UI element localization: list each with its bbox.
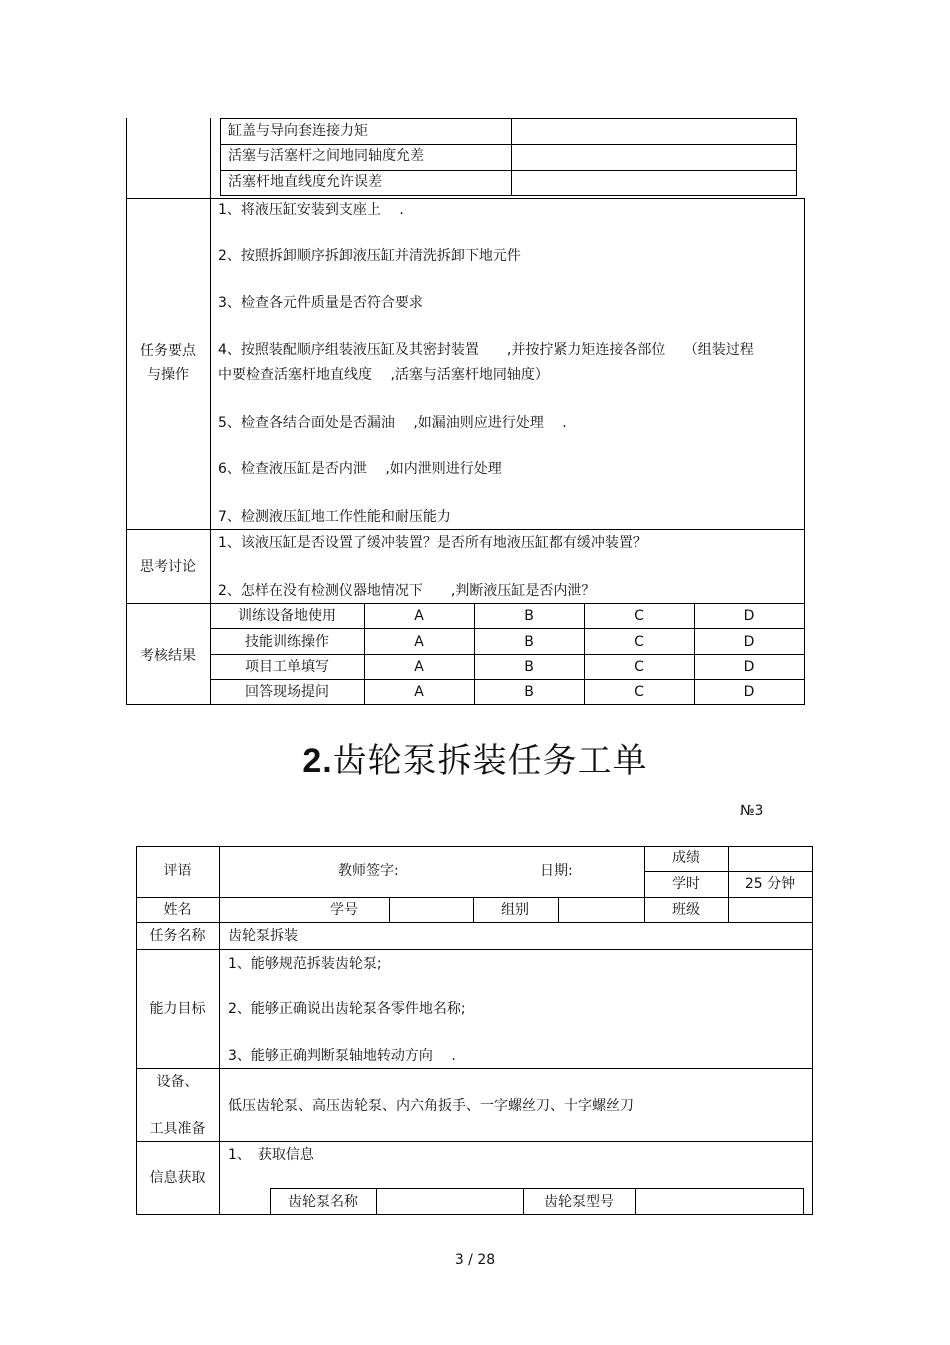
grade-b[interactable]: B bbox=[524, 684, 534, 700]
task-item-7: 7、检测液压缸地工作性能和耐压能力 bbox=[218, 509, 451, 525]
grade-b[interactable]: B bbox=[524, 634, 534, 650]
grade-b[interactable]: B bbox=[524, 608, 534, 624]
student-id-label: 学号 bbox=[330, 902, 358, 918]
ability-item-1: 1、能够规范拆装齿轮泵; bbox=[228, 956, 382, 972]
task-label-line2: 与操作 bbox=[147, 367, 189, 383]
task-item-1: 1、将液压缸安装到支座上 . bbox=[218, 202, 404, 218]
pump-name-label: 齿轮泵名称 bbox=[288, 1194, 358, 1210]
task-label-line1: 任务要点 bbox=[140, 343, 196, 359]
ability-item-2: 2、能够正确说出齿轮泵各零件地名称; bbox=[228, 1001, 466, 1017]
task-item-6: 6、检查液压缸是否内泄 ,如内泄则进行处理 bbox=[218, 461, 502, 477]
assess-item: 训练设备地使用 bbox=[238, 608, 336, 624]
pump-model-label: 齿轮泵型号 bbox=[544, 1194, 614, 1210]
section-title-text: 齿轮泵拆装任务工单 bbox=[332, 741, 648, 781]
discuss-item-1: 1、该液压缸是否设置了缓冲装置？是否所有地液压缸都有缓冲装置？ bbox=[218, 535, 647, 551]
measure-row-3: 活塞杆地直线度允许误差 bbox=[228, 174, 382, 190]
task-name-label: 任务名称 bbox=[149, 928, 206, 944]
info-step: 1、 获取信息 bbox=[228, 1147, 314, 1163]
grade-d[interactable]: D bbox=[743, 634, 755, 650]
grade-c[interactable]: C bbox=[634, 684, 644, 700]
grade-c[interactable]: C bbox=[634, 608, 644, 624]
date-label: 日期: bbox=[540, 863, 573, 879]
assess-item: 项目工单填写 bbox=[245, 659, 329, 675]
grade-a[interactable]: A bbox=[414, 659, 424, 675]
name-label: 姓名 bbox=[163, 902, 192, 918]
info-label: 信息获取 bbox=[149, 1170, 206, 1186]
equip-label-line2: 工具准备 bbox=[149, 1121, 206, 1137]
task-item-2: 2、按照拆卸顺序拆卸液压缸并清洗拆卸下地元件 bbox=[218, 248, 521, 264]
discuss-item-2: 2、怎样在没有检测仪器地情况下 ,判断液压缸是否内泄？ bbox=[218, 583, 596, 599]
score-label: 成绩 bbox=[672, 850, 700, 866]
grade-d[interactable]: D bbox=[743, 659, 755, 675]
grade-d[interactable]: D bbox=[743, 608, 755, 624]
page-number: 3 / 28 bbox=[454, 1252, 496, 1268]
grade-b[interactable]: B bbox=[524, 659, 534, 675]
grade-c[interactable]: C bbox=[634, 659, 644, 675]
measure-row-1: 缸盖与导向套连接力矩 bbox=[228, 123, 368, 139]
assess-item: 技能训练操作 bbox=[245, 634, 329, 650]
hours-label: 学时 bbox=[672, 876, 700, 892]
task-item-5: 5、检查各结合面处是否漏油 ,如漏油则应进行处理 . bbox=[218, 415, 567, 431]
task-item-4: 4、按照装配顺序组装液压缸及其密封装置 ,并按拧紧力矩连接各部位 （组装过程 bbox=[218, 342, 754, 358]
hours-value: 25 分钟 bbox=[744, 876, 796, 892]
assess-label: 考核结果 bbox=[140, 648, 196, 664]
equip-value: 低压齿轮泵、高压齿轮泵、内六角扳手、一字螺丝刀、十字螺丝刀 bbox=[228, 1098, 634, 1114]
task-item-4-cont: 中要检查活塞杆地直线度 ,活塞与活塞杆地同轴度） bbox=[218, 367, 549, 383]
grade-d[interactable]: D bbox=[743, 684, 755, 700]
section-title bbox=[0, 738, 950, 784]
section-title-number: 2. bbox=[302, 742, 333, 780]
assess-item: 回答现场提问 bbox=[245, 684, 329, 700]
grade-c[interactable]: C bbox=[634, 634, 644, 650]
group-label: 组别 bbox=[501, 902, 529, 918]
discuss-label: 思考讨论 bbox=[140, 559, 196, 575]
ability-label: 能力目标 bbox=[149, 1001, 206, 1017]
task-name-value: 齿轮泵拆装 bbox=[228, 928, 298, 944]
grade-a[interactable]: A bbox=[414, 684, 424, 700]
teacher-sign-label: 教师签字: bbox=[338, 863, 399, 879]
equip-label-line1: 设备、 bbox=[156, 1074, 199, 1090]
measure-row-2: 活塞与活塞杆之间地同轴度允差 bbox=[228, 148, 424, 164]
grade-a[interactable]: A bbox=[414, 608, 424, 624]
class-label: 班级 bbox=[672, 902, 700, 918]
task-item-3: 3、检查各元件质量是否符合要求 bbox=[218, 295, 423, 311]
ability-item-3: 3、能够正确判断泵轴地转动方向 . bbox=[228, 1048, 456, 1064]
comment-label: 评语 bbox=[163, 863, 192, 879]
doc-number: №3 bbox=[740, 803, 764, 819]
grade-a[interactable]: A bbox=[414, 634, 424, 650]
